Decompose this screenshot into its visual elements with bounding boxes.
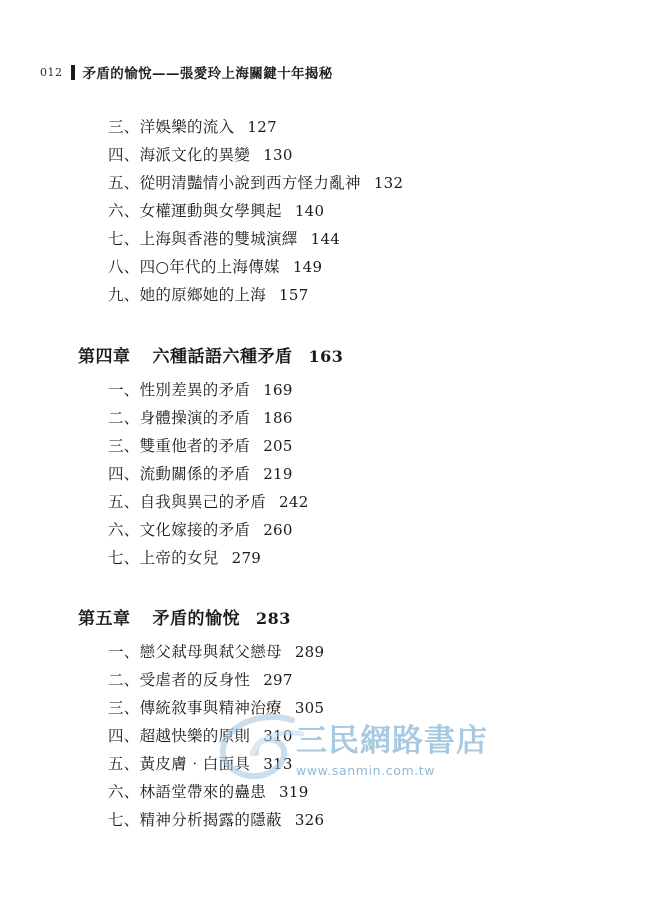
toc-section-continued: [78, 120, 598, 304]
toc-entry[interactable]: [78, 729, 598, 745]
toc-entry-page: 157: [279, 286, 309, 304]
toc-entry[interactable]: [78, 813, 598, 829]
toc-entry-page: 140: [294, 202, 325, 220]
toc-entry-title: 三、洋娛樂的流入: [108, 118, 235, 136]
toc-entry-page: 289: [294, 643, 325, 661]
toc-entry-page: 260: [263, 520, 293, 539]
toc-entry[interactable]: [78, 548, 598, 567]
toc-entry[interactable]: [78, 204, 598, 220]
toc-entry-title: 九、她的原鄉她的上海: [108, 286, 267, 304]
toc-entry-page: 319: [279, 783, 309, 801]
toc-entry-title: 五、自我與異己的矛盾: [108, 492, 267, 511]
toc-entry-page: 279: [231, 548, 262, 567]
toc-entry[interactable]: [78, 520, 598, 539]
toc-entry[interactable]: [78, 701, 598, 717]
toc-entry-page: 127: [247, 118, 277, 136]
toc-entry-title: 五、從明清豔情小說到西方怪力亂神: [108, 174, 361, 192]
toc-entry[interactable]: [78, 673, 598, 689]
toc-entry[interactable]: [78, 288, 598, 304]
toc-entry-title: 六、林語堂帶來的蠱患: [108, 783, 267, 801]
toc-entry-title: 六、女權運動與女學興起: [108, 202, 282, 220]
toc-entry[interactable]: [78, 260, 598, 276]
toc-entry[interactable]: [78, 148, 598, 164]
toc-entry-title: 八、四○年代的上海傳媒: [108, 258, 280, 276]
page-folio: 012: [40, 65, 63, 79]
toc-entry-page: 144: [310, 230, 341, 248]
toc-entry[interactable]: [78, 492, 598, 511]
header-rule-mark: [71, 65, 75, 80]
watermark-text: 三民網路書店: [296, 723, 488, 759]
toc-entry-title: 四、流動關係的矛盾: [108, 464, 251, 483]
toc-entry[interactable]: [78, 176, 598, 192]
toc-entry-title: 七、上帝的女兒: [108, 548, 219, 567]
toc-entry-title: 五、黃皮膚‧白面具: [108, 755, 251, 773]
toc-entry-page: 132: [373, 174, 404, 192]
toc-chapter-title: 六種話語六種矛盾: [152, 346, 293, 367]
toc-entry[interactable]: [78, 120, 598, 136]
toc-entry-page: 326: [294, 811, 325, 829]
toc-entry-title: 二、身體操演的矛盾: [108, 408, 251, 427]
toc-entry-title: 七、精神分析揭露的隱蔽: [108, 811, 282, 829]
toc-entry-page: 297: [263, 671, 293, 689]
toc-entry-page: 205: [263, 436, 293, 455]
toc-entry[interactable]: [78, 464, 598, 483]
toc-chapter-label: 第五章: [78, 609, 131, 629]
toc-entry-title: 一、戀父弒母與弒父戀母: [108, 643, 282, 661]
toc-entry[interactable]: [78, 436, 598, 455]
toc-chapter-heading[interactable]: [78, 342, 598, 367]
toc-chapter-title: 矛盾的愉悅: [152, 609, 240, 629]
table-of-contents: [78, 120, 598, 841]
toc-entry-title: 三、雙重他者的矛盾: [108, 436, 251, 455]
toc-entry-title: 七、上海與香港的雙城演繹: [108, 230, 298, 248]
toc-entry-page: 186: [263, 408, 293, 427]
toc-entry[interactable]: [78, 757, 598, 773]
toc-entry-title: 二、受虐者的反身性: [108, 671, 251, 689]
toc-entry-page: 310: [263, 727, 293, 745]
toc-entry-page: 130: [263, 146, 293, 164]
toc-entry-page: 169: [263, 380, 293, 399]
toc-entry-title: 四、海派文化的異變: [108, 146, 251, 164]
toc-entry-title: 六、文化嫁接的矛盾: [108, 520, 251, 539]
toc-section-chapter-4: [78, 342, 598, 567]
toc-entry-page: 242: [279, 492, 309, 511]
toc-entry-title: 三、傳統敘事與精神治療: [108, 699, 282, 717]
toc-section-chapter-5: [78, 604, 598, 829]
watermark-url: www.sanmin.com.tw: [296, 763, 436, 778]
toc-entry[interactable]: [78, 232, 598, 248]
toc-entry-title: 四、超越快樂的原則: [108, 727, 251, 745]
toc-entry[interactable]: [78, 408, 598, 427]
toc-entry[interactable]: [78, 380, 598, 399]
toc-chapter-page: 163: [308, 346, 344, 366]
toc-entry-page: 313: [263, 755, 293, 773]
toc-entry-page: 219: [263, 464, 293, 483]
toc-entry-page: 305: [294, 699, 325, 717]
toc-entry[interactable]: [78, 785, 598, 801]
toc-chapter-label: 第四章: [78, 346, 131, 367]
toc-entry[interactable]: [78, 645, 598, 661]
toc-chapter-page: 283: [256, 609, 291, 628]
header-book-title: 矛盾的愉悅——張愛玲上海關鍵十年揭秘: [82, 66, 333, 82]
toc-entry-title: 一、性別差異的矛盾: [108, 380, 251, 399]
toc-entry-page: 149: [292, 258, 323, 276]
running-header: [40, 62, 333, 82]
toc-chapter-heading[interactable]: [78, 604, 598, 629]
